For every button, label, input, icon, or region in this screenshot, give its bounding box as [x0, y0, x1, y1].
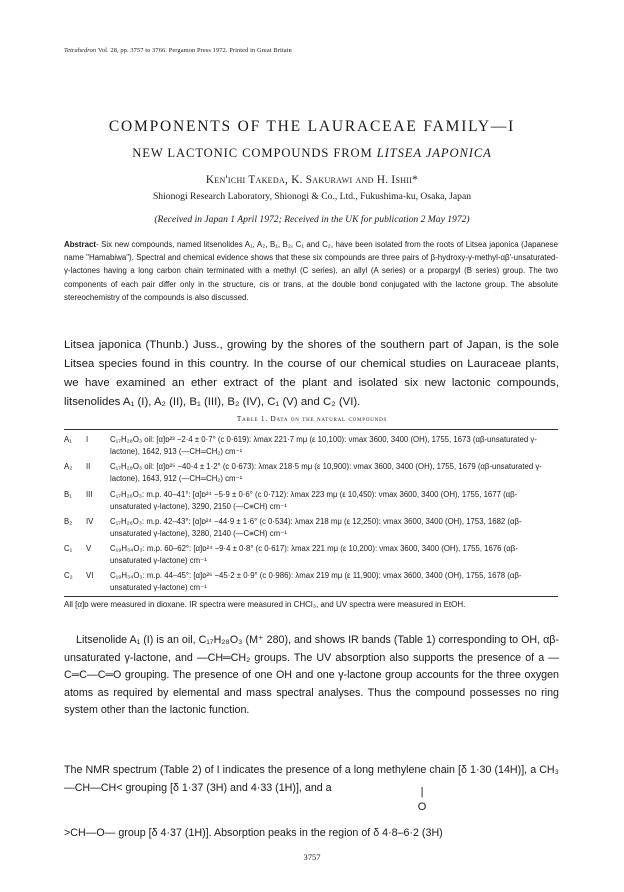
table-top-rule: [64, 429, 558, 430]
structure-oxygen: O: [417, 801, 427, 813]
compound-number: I: [86, 435, 89, 444]
abstract: [64, 238, 558, 304]
compound-number: IV: [86, 517, 94, 526]
paragraph-continuation: >CH—O— group [δ 4·37 (1H)]. Absorption peaks in the region of δ 4·8–6·2 (3H): [64, 827, 443, 839]
abstract-text: - Six new compounds, named litsenolides A₁, A₂, B₁, B₂, C₁ and C₂, have been isolated from the roots of Litsea japonica (Japanese name "Hamabiwa"). Spectral and chemical evidence shows that these six compounds are three pairs of β-hydroxy-γ-methyl-αβ'-unsaturated-γ-lactones having a long carbon chain terminated with a methyl (C series), an allyl (A series) or a propargyl (B series) group. The two components of each pair differ only in the structure, cis or trans, at the double bond conjugated with the lactone group. The absolute stereochemistry of the compounds is also discussed.: [64, 240, 558, 302]
compound-data: C₁₇H₂₆O₃: m.p. 42–43°: [α]ᴅ²⁴ −44·9 ± 1·6° (c 0·534): λmax 218 mμ (ε 12,250): νmax 3600, 3400 (OH), 1753, 1682 (αβ-unsaturated γ-lactone), 3280, 2140 (—C≡CH) cm⁻¹: [110, 517, 522, 538]
compound-data: C₁₉H₃₄O₃: m.p. 60–62°: [α]ᴅ²⁴ −9·4 ± 0·8° (c 0·617): λmax 221 mμ (ε 10,200): νmax 3600, 3400 (OH), 1755, 1676 (αβ-unsaturated γ-lactone) cm⁻¹: [110, 544, 518, 565]
journal-details: Vol. 28, pp. 3757 to 3766. Pergamon Press 1972. Printed in Great Britain: [97, 47, 292, 54]
subtitle-main: NEW LACTONIC COMPOUNDS FROM: [132, 146, 377, 160]
paragraph-litsenolide: Litsenolide A₁ (I) is an oil, C₁₇H₂₈O₃ (M⁺ 280), and shows IR bands (Table 1) corresponding to OH, αβ-unsaturated γ-lactone, and —CH═CH₂ groups. The UV absorption also supports the presence of a —C═C—C═O grouping. The presence of one OH and one γ-lactone group accounts for the three oxygen atoms as required by elemental and mass spectral analyses. Thus the compound possesses no ring system other than the lactonic function.: [64, 634, 559, 717]
running-head: [64, 47, 292, 54]
compound-name: C₂: [64, 571, 73, 580]
compound-number: III: [86, 490, 93, 499]
table-footnote: All [α]ᴅ were measured in dioxane. IR spectra were measured in CHCl₃, and UV spectra were measured in EtOH.: [64, 600, 466, 609]
compound-number: V: [86, 544, 92, 553]
introduction-paragraph: Litsea japonica (Thunb.) Juss., growing by the shores of the southern part of Japan, is the sole Litsea species found in this country. In the course of our chemical studies on Lauraceae plants, we have examined an ether extract of the plant and isolated six new lactonic compounds, litsenolides A₁ (I), A₂ (II), B₁ (III), B₂ (IV), C₁ (V) and C₂ (VI).: [64, 339, 559, 408]
compound-data: C₁₇H₂₈O₃ oil: [α]ᴅ²³ −2·4 ± 0·7° (c 0·619): λmax 221·7 mμ (ε 10,100): νmax 3600, 3400 (OH), 1755, 1673 (αβ-unsaturated γ-lactone), 1642, 913 (—CH═CH₂) cm⁻¹: [110, 435, 537, 456]
page-number: 3757: [303, 852, 321, 862]
table-caption: Table 1. Data on the natural compounds: [236, 415, 388, 423]
compound-name: A₂: [64, 462, 73, 471]
compound-data: C₁₇H₂₈O₃ oil: [α]ᴅ²⁵ −40·4 ± 1·2° (c 0·673): λmax 218·5 mμ (ε 10,900): νmax 3600, 3400 (OH), 1755, 1679 (αβ-unsaturated γ-lactone), 1643, 912 (—CH═CH₂) cm⁻¹: [110, 462, 542, 483]
structure-bond: |: [420, 786, 424, 798]
authors: Ken'ichi Takeda, K. Sakurawi and H. Ishii*: [205, 174, 419, 186]
received-dates: (Received in Japan 1 April 1972; Received in the UK for publication 2 May 1972): [154, 214, 470, 225]
compound-number: II: [86, 462, 91, 471]
compound-name: B₂: [64, 517, 73, 526]
paper-title: COMPONENTS OF THE LAURACEAE FAMILY—I: [108, 118, 516, 135]
compound-name: B₁: [64, 490, 72, 499]
compound-number: VI: [86, 571, 94, 580]
abstract-label: Abstract: [64, 240, 97, 249]
compound-data: C₁₇H₂₆O₃: m.p. 40–41°: [α]ᴅ²⁴ −5·9 ± 0·6° (c 0·712): λmax 223 mμ (ε 10,450): νmax 3600, 3400 (OH), 1755, 1677 (αβ-unsaturated γ-lactone), 3290, 2150 (—C≡CH) cm⁻¹: [110, 490, 518, 511]
compound-data: C₁₉H₃₄O₃: m.p. 44–45°: [α]ᴅ²⁶ −45·2 ± 0·9° (c 0·986): λmax 219 mμ (ε 11,900): νmax 3600, 3400 (OH), 1755, 1678 (αβ-unsaturated γ-lactone) cm⁻¹: [110, 571, 522, 592]
compound-name: A₁: [64, 435, 72, 444]
table-bottom-rule: [64, 596, 558, 597]
journal-name: Tetrahedron: [64, 47, 97, 54]
paragraph-nmr: The NMR spectrum (Table 2) of I indicates the presence of a long methylene chain [δ 1·30 (14H)], a CH₃—CH—CH< grouping [δ 1·37 (3H) and 4·33 (1H)], and a: [64, 764, 559, 794]
subtitle-species: LITSEA JAPONICA: [376, 146, 492, 160]
paper-subtitle: [0, 146, 624, 161]
affiliation: Shionogi Research Laboratory, Shionogi & Co., Ltd., Fukushima-ku, Osaka, Japan: [152, 191, 472, 202]
compound-name: C₁: [64, 544, 73, 553]
